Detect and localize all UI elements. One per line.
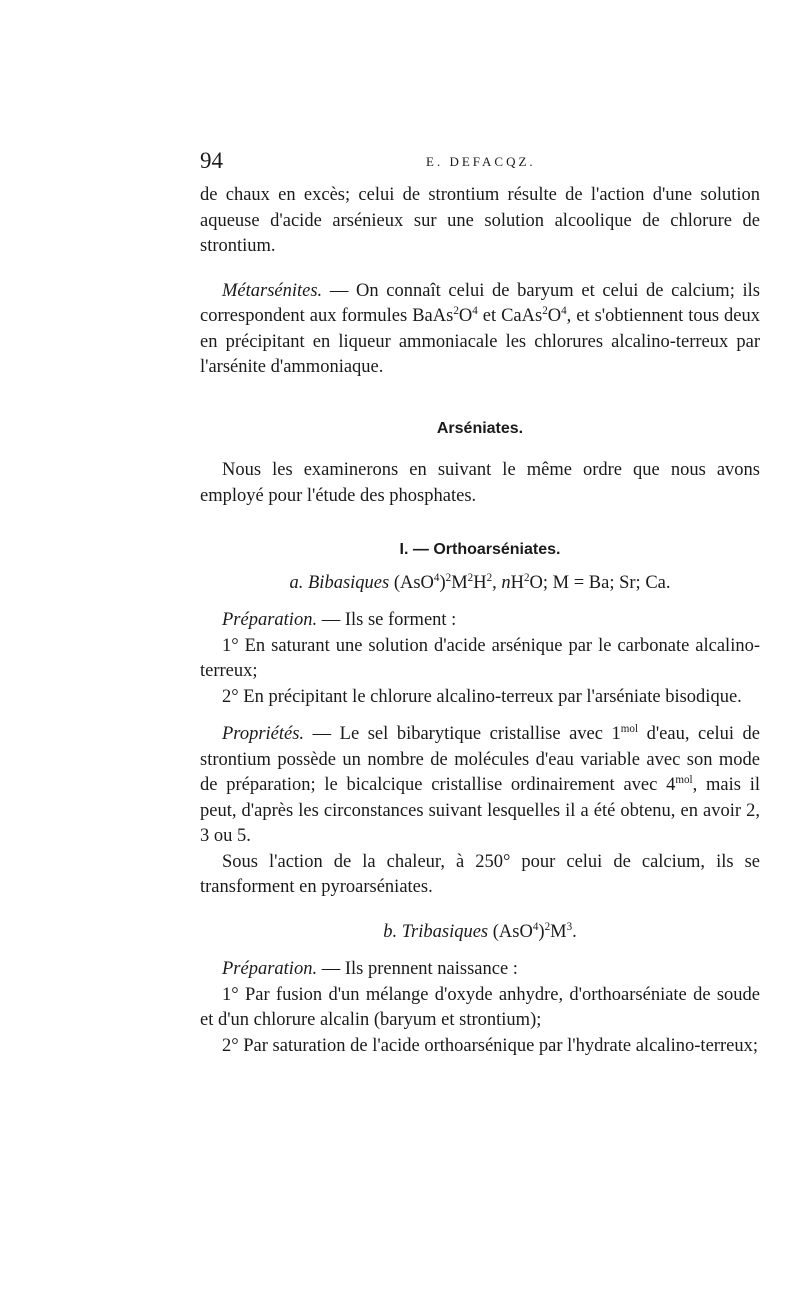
subsection-bibasiques: a. Bibasiques $(AsO^4)^2M^2H^2$, $nH^2O$; M = Ba; Sr; Ca.	[289, 571, 671, 593]
paragraph-metarsenites: Métarsénites. — On connaît celui de baryum et celui de calcium; ils correspondent aux formules $BaAs^2O^4$ et $CaAs^2O^4$, et s'obtiennent tous deux en précipitant en liqueur ammoniacale les chlorures alcalino-terreux par l'arsénite d'ammoniaque.	[200, 280, 760, 377]
paragraph-chaleur: Sous l'action de la chaleur, à 250° pour celui de calcium, ils se transforment en pyroarséniates.	[200, 851, 760, 897]
list-item-preparation-2: 2° En précipitant le chlorure alcalino-terreux par l'arséniate bisodique.	[222, 686, 742, 707]
list-item-preparation-1: 1° En saturant une solution d'acide arsénique par le carbonate alcalino-terreux;	[200, 635, 760, 681]
section-heading-arseniates: Arséniates.	[436, 419, 524, 437]
subsection-tribasiques: b. Tribasiques $(AsO^4)^2M^3$.	[383, 920, 577, 942]
section-heading-orthoarseniates: I. — Orthoarséniates.	[399, 541, 561, 558]
running-head: E. DEFACQZ.	[426, 154, 536, 169]
page-header	[200, 148, 760, 178]
metarsenites-label: Métarsénites.	[222, 280, 323, 301]
page-number: 94	[200, 148, 223, 173]
page-body	[200, 183, 760, 1059]
paragraph-intro: Nous les examinerons en suivant le même ordre que nous avons employé pour l'étude des phosphates.	[200, 460, 760, 506]
paragraph-continuation: de chaux en excès; celui de strontium résulte de l'action d'une solution aqueuse d'acide arsénieux sur une solution alcoolique de chlorure de strontium.	[200, 185, 760, 256]
paragraph-preparation: Préparation. — Ils se forment :	[222, 610, 457, 630]
list-item-preparation2-1: 1° Par fusion d'un mélange d'oxyde anhydre, d'orthoarséniate de soude et d'un chlorure alcalin (baryum et strontium);	[200, 984, 760, 1030]
list-item-preparation2-2: 2° Par saturation de l'acide orthoarsénique par l'hydrate alcalino-terreux;	[222, 1035, 758, 1056]
paragraph-preparation-2: Préparation. — Ils prennent naissance :	[222, 959, 518, 979]
paragraph-proprietes: Propriétés. — Le sel bibarytique cristallise avec $1^{mol}$ d'eau, celui de strontium possède un nombre de molécules d'eau variable avec son mode de préparation; le bicalcique cristallise ordinairement avec $4^{mol}$, mais il peut, d'après les circonstances suivant lesquelles il a été obtenu, en avoir 2, 3 ou 5.	[200, 722, 761, 846]
